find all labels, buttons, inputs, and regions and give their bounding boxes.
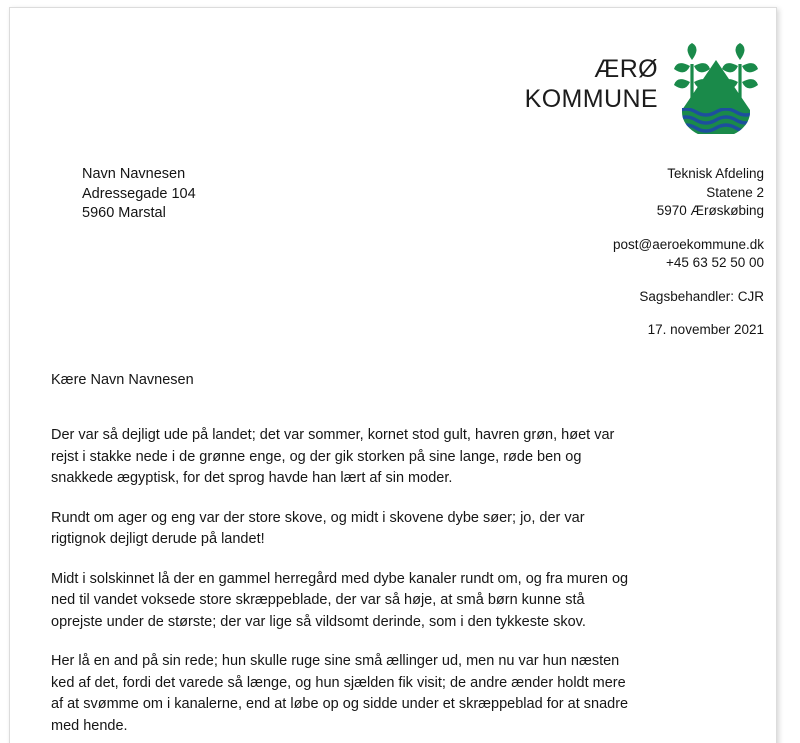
letter-date-group xyxy=(613,321,764,340)
caseworker-group xyxy=(613,288,764,307)
brand-line-kommune: KOMMUNE xyxy=(524,85,658,113)
letter-body xyxy=(51,370,636,737)
body-paragraph: Der var så dejligt ude på landet; det var sommer, kornet stod gult, havren grøn, høet var rejst i stakke nede i de grønne enge, og der gik storken på sine lange, røde ben og snakkede ægyptisk, for det sprog havde han lært af sin moder. xyxy=(51,427,615,486)
sender-city: 5970 Ærøskøbing xyxy=(656,203,764,218)
sender-email[interactable]: post@aeroekommune.dk xyxy=(612,236,764,252)
letter-sheet xyxy=(9,7,777,743)
greeting-line: Kære Navn Navnesen xyxy=(51,372,194,388)
recipient-address-block xyxy=(82,165,196,224)
recipient-city: 5960 Marstal xyxy=(82,205,166,221)
sender-street: Statene 2 xyxy=(706,184,764,200)
recipient-street: Adressegade 104 xyxy=(82,185,196,202)
brand-line-aeroe: ÆRØ xyxy=(594,55,658,83)
sender-address-group xyxy=(613,165,764,221)
body-paragraph: Rundt om ager og eng var der store skove, og midt i skovene dybe søer; jo, der var rigtignok dejligt derude på landet! xyxy=(51,509,585,547)
aeroe-kommune-crest-icon xyxy=(668,34,764,134)
caseworker-label: Sagsbehandler: CJR xyxy=(639,288,764,304)
letter-date: 17. november 2021 xyxy=(647,322,764,337)
body-paragraph: Midt i solskinnet lå der en gammel herregård med dybe kanaler rundt om, og fra muren og ned til vandet voksede store skræppeblade, der var så høje, at små børn kunne stå oprejste under de største; der var lige så vildsomt derinde, som i den tykkeste skov. xyxy=(51,570,629,630)
recipient-name: Navn Navnesen xyxy=(82,166,186,182)
sender-department: Teknisk Afdeling xyxy=(667,166,764,181)
letterhead xyxy=(525,34,764,134)
sender-info-block xyxy=(613,165,764,340)
body-paragraph: Her lå en and på sin rede; hun skulle ruge sine små ællinger ud, men nu var hun næsten ked af det, fordi det varede så længe, og hun sjælden fik visit; de andre ænder holdt mere af at svømme om i kanalerne, end at løbe op og sidde under et skræppeblad for at snadre med hende. xyxy=(51,653,629,734)
sender-contact-group xyxy=(613,236,764,273)
sender-phone[interactable]: +45 63 52 50 00 xyxy=(666,255,764,270)
brand-wordmark xyxy=(525,54,658,114)
